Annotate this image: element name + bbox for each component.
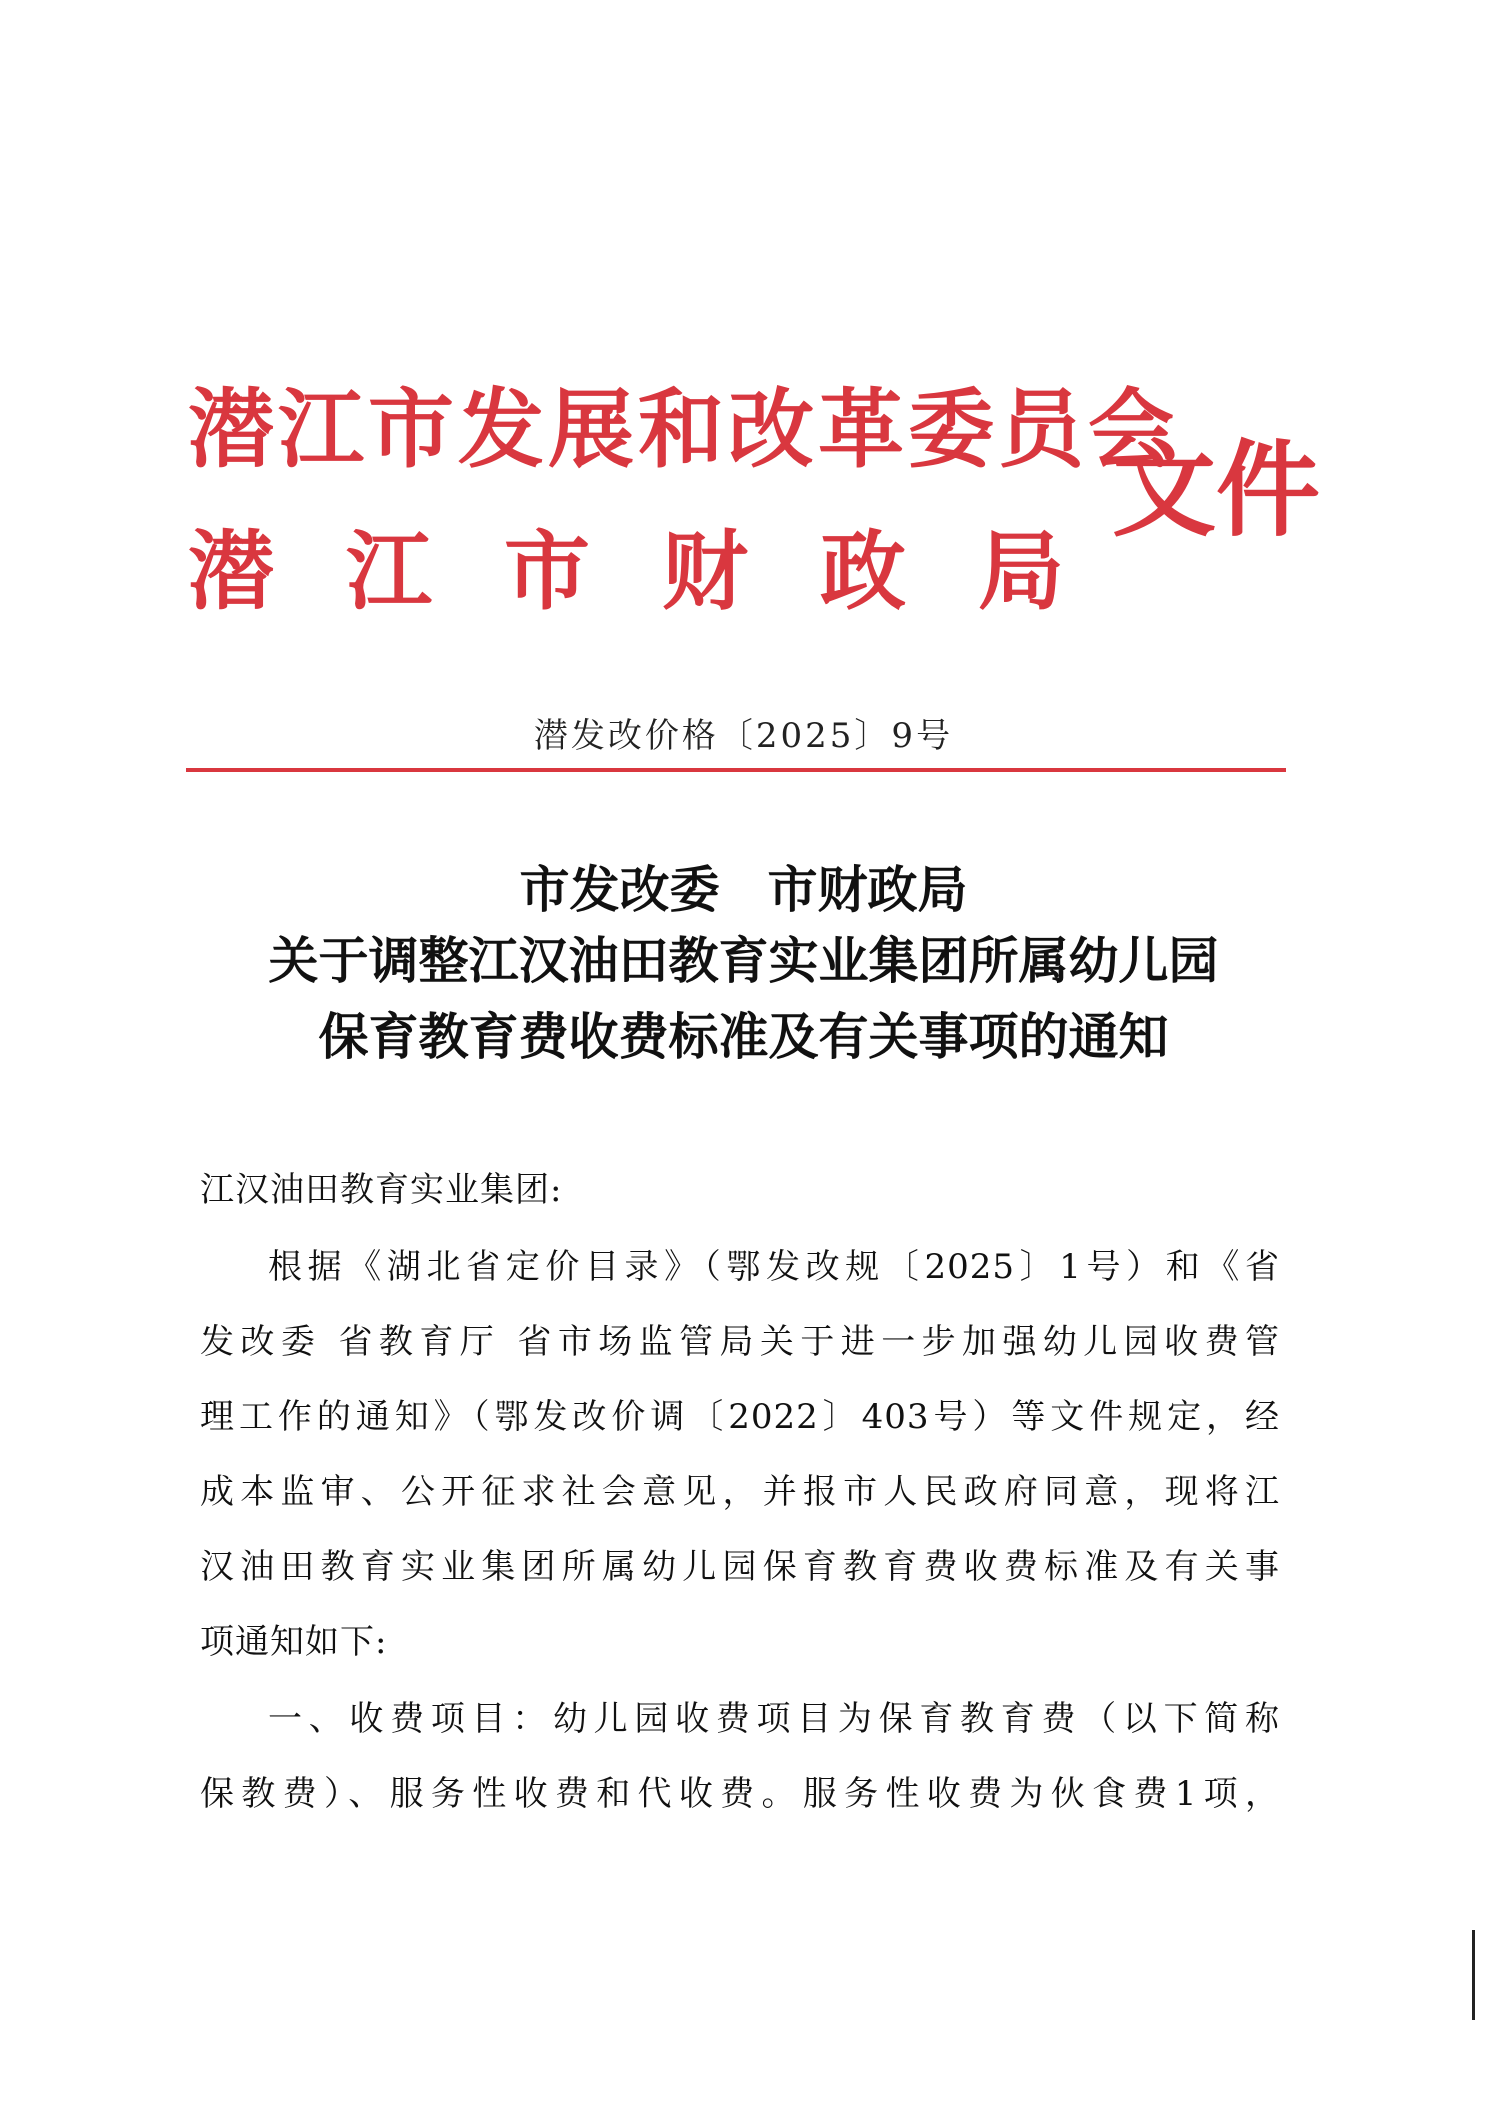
paragraph-basis [200,1230,1280,1680]
paragraph-line: 根据《湖北省定价目录》（鄂发改规〔2025〕1号）和《省 [268,1247,1280,1287]
title-issuer-1: 市发改委 [519,860,720,919]
paragraph-line: 汉油田教育实业集团所属幼儿园保育教育费收费标准及有关事 [200,1547,1280,1587]
issuing-organ-1: 潜江市发展和改革委员会 [188,379,1178,480]
paragraph-line: 理工作的通知》（鄂发改价调〔2022〕403号）等文件规定，经 [200,1397,1280,1437]
issuing-organ-2-char: 市 [504,521,594,622]
paragraph-line: 项通知如下: [200,1622,388,1662]
title-line-3: 保育教育费收费标准及有关事项的通知 [318,1007,1169,1066]
document-suffix: 文件 [1112,428,1321,551]
issuing-organ-2-char: 财 [662,521,752,622]
document-number: 潜发改价格〔2025〕9号 [533,716,954,756]
paragraph-line: 一、收费项目：幼儿园收费项目为保育教育费（以下简称 [268,1699,1280,1739]
paragraph-line: 保教费）、服务性收费和代收费。服务性收费为伙食费1项， [200,1774,1280,1814]
paragraph-line: 发改委 省教育厅 省市场监管局关于进一步加强幼儿园收费管 [200,1322,1280,1362]
title-line-1 [0,855,1487,925]
title-issuer-2: 市财政局 [767,860,968,919]
issuing-organ-2-char: 潜 [188,521,278,622]
issuing-organ-2-char: 江 [346,521,436,622]
issuing-organ-2 [188,521,1068,622]
paragraph-line: 成本监审、公开征求社会意见，并报市人民政府同意，现将江 [200,1472,1280,1512]
issuing-organ-2-char: 局 [978,521,1068,622]
paragraph-fee-items [200,1682,1280,1832]
addressee: 江汉油田教育实业集团: [200,1170,563,1210]
issuing-organ-2-char: 政 [820,521,910,622]
scan-edge-mark [1472,1930,1475,2020]
title-line-2: 关于调整江汉油田教育实业集团所属幼儿园 [268,931,1219,990]
red-separator-line [186,768,1286,772]
